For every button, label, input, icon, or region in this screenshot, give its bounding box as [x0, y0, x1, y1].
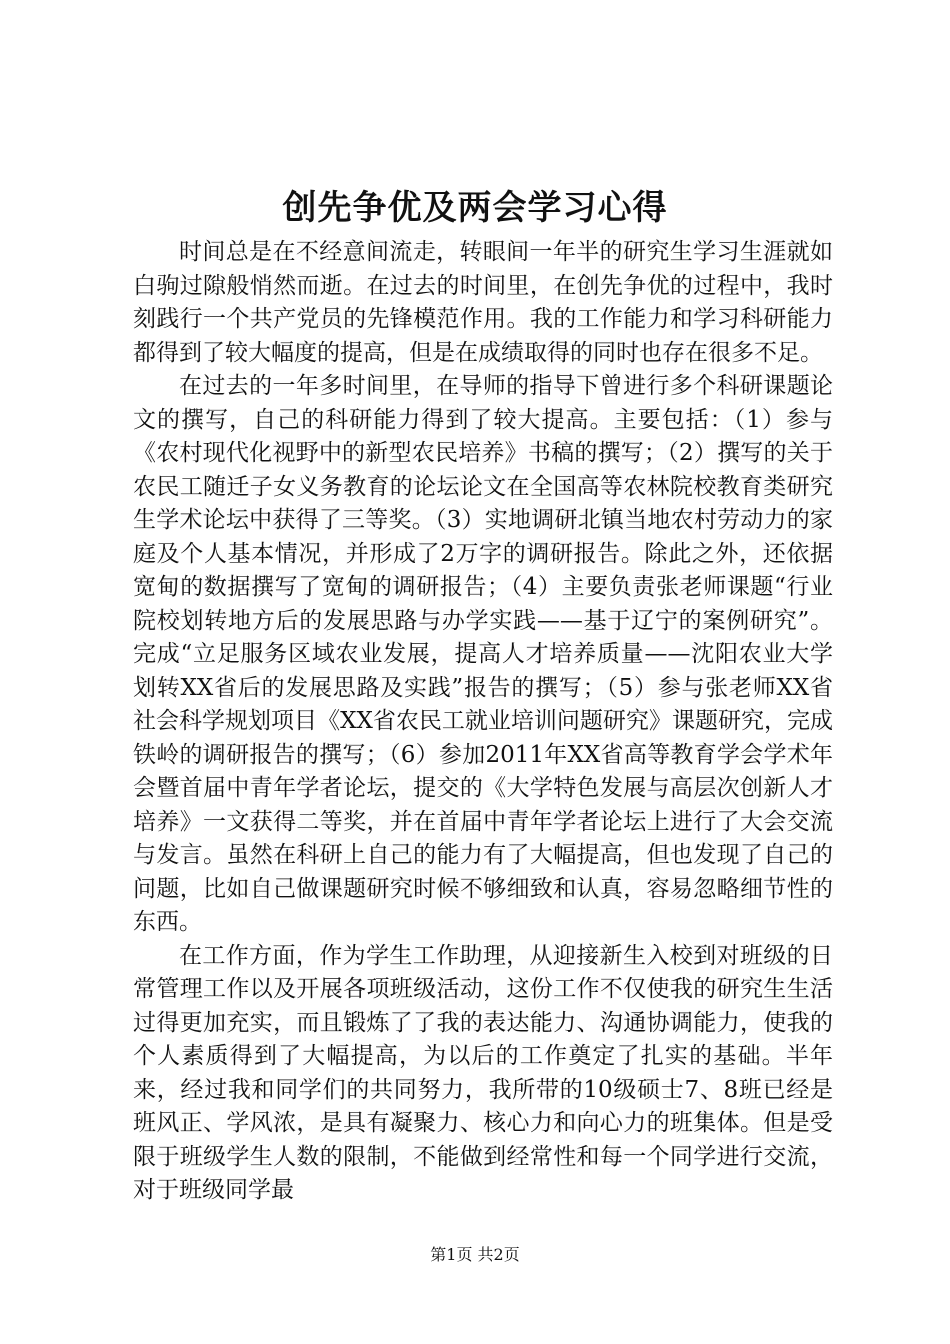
- body-paragraph-3: 在工作方面，作为学生工作助理，从迎接新生入校到对班级的日常管理工作以及开展各项班级活动，这份工作不仅使我的研究生生活过得更加充实，而且锻炼了了我的表达能力、沟通协调能力，使我的个人素质得到了大幅提高，为以后的工作奠定了扎实的基础。半年来，经过我和同学们的共同努力，我所带的10级硕士7、8班已经是班风正、学风浓，是具有凝聚力、核心力和向心力的班集体。但是受限于班级学生人数的限制，不能做到经常性和每一个同学进行交流，对于班级同学最: [133, 942, 833, 1203]
- body-paragraph-2: 在过去的一年多时间里，在导师的指导下曾进行多个科研课题论文的撰写，自己的科研能力得到了较大提高。主要包括：（1）参与《农村现代化视野中的新型农民培养》书稿的撰写；（2）撰写的关于农民工随迁子女义务教育的论坛论文在全国高等农林院校教育类研究生学术论坛中获得了三等奖。（3）实地调研北镇当地农村劳动力的家庭及个人基本情况，并形成了2万字的调研报告。除此之外，还依据宽甸的数据撰写了宽甸的调研报告；（4）主要负责张老师课题“行业院校划转地方后的发展思路与办学实践——基于辽宁的案例研究”。完成“立足服务区域农业发展，提高人才培养质量——沈阳农业大学划转XX省后的发展思路及实践”报告的撰写；（5）参与张老师XX省社会科学规划项目《XX省农民工就业培训问题研究》课题研究，完成铁岭的调研报告的撰写；（6）参加2011年XX省高等教育学会学术年会暨首届中青年学者论坛，提交的《大学特色发展与高层次创新人才培养》一文获得二等奖，并在首届中青年学者论坛上进行了大会交流与发言。虽然在科研上自己的能力有了大幅提高，但也发现了自己的问题，比如自己做课题研究时候不够细致和认真，容易忽略细节性的东西。: [133, 373, 833, 935]
- body-paragraph-1: 时间总是在不经意间流走，转眼间一年半的研究生学习生涯就如白驹过隙般悄然而逝。在过去的时间里，在创先争优的过程中，我时刻践行一个共产党员的先锋模范作用。我的工作能力和学习科研能力都得到了较大幅度的提高，但是在成绩取得的同时也存在很多不足。: [133, 239, 833, 366]
- document-body: [133, 236, 833, 1208]
- document-title: 创先争优及两会学习心得: [282, 188, 668, 228]
- page-footer: 第1页 共2页: [430, 1245, 520, 1264]
